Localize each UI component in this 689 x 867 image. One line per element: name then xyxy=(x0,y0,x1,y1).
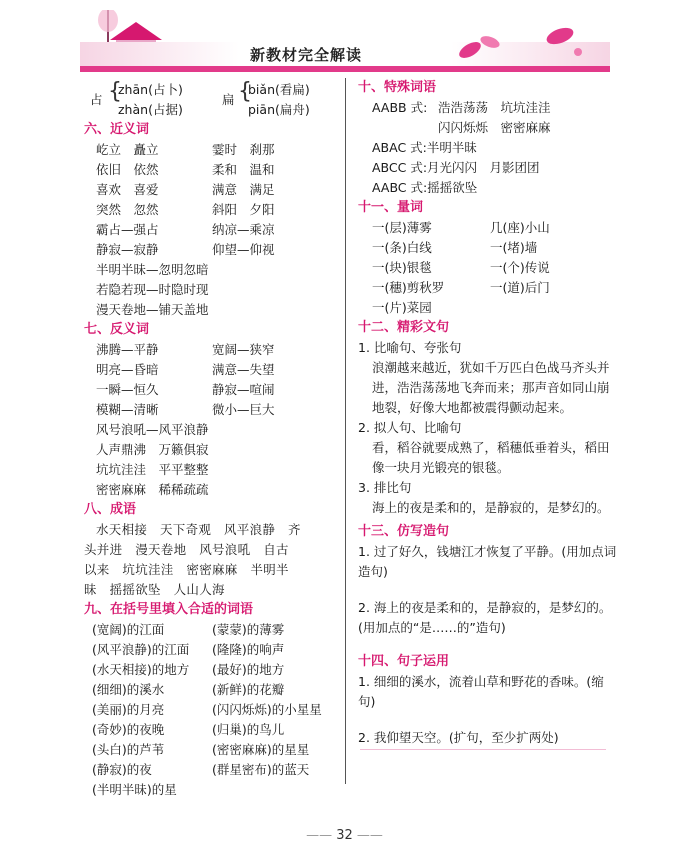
list-item xyxy=(84,240,340,260)
measure-word: 一(穗)剪秋罗 xyxy=(372,280,445,295)
list-item xyxy=(358,218,618,238)
word-pair: 密密麻麻 稀稀疏疏 xyxy=(96,482,209,497)
polyphone-char-1: 占 xyxy=(90,92,103,107)
fill-answer: (奇妙)的夜晚 xyxy=(92,722,165,737)
list-item xyxy=(84,640,340,660)
word-pair: 模糊—清晰 xyxy=(96,402,159,417)
measure-word: 一(层)薄雾 xyxy=(372,220,432,235)
section-heading-antonyms: 七、反义词 xyxy=(84,322,150,337)
fill-answer: (半明半昧)的星 xyxy=(92,782,177,797)
fill-answer: (新鲜)的花瓣 xyxy=(212,682,285,697)
page-number-footer xyxy=(0,828,689,843)
list-item xyxy=(358,158,618,178)
list-item xyxy=(358,138,618,158)
exercise-question: 2. 海上的夜是柔和的，是静寂的，是梦幻的。(用加点的“是……的”造句) xyxy=(358,600,612,635)
fill-answer: (群星密布)的蓝天 xyxy=(212,762,310,777)
fill-answer: (最好)的地方 xyxy=(212,662,285,677)
list-item xyxy=(358,278,618,298)
list-item xyxy=(84,680,340,700)
page-title: 新教材完全解读 xyxy=(250,46,363,64)
polyphone-reading: piān(扁舟) xyxy=(248,102,310,117)
list-item xyxy=(84,760,340,780)
right-column xyxy=(358,78,618,748)
fill-answer: (密密麻麻)的星星 xyxy=(212,742,310,757)
idiom-line xyxy=(84,560,340,580)
measure-word: 一(片)菜园 xyxy=(372,300,432,315)
polyphone-block xyxy=(84,80,340,120)
word-pair: 霎时 刹那 xyxy=(212,142,275,157)
word-pair: 纳凉—乘凉 xyxy=(212,222,275,237)
section-heading-measure: 十一、量词 xyxy=(358,200,424,215)
sentence-title: 3. 排比句 xyxy=(358,480,412,495)
section-heading-synonyms: 六、近义词 xyxy=(84,122,150,137)
sentence-text: 海上的夜是柔和的，是静寂的，是梦幻的。 xyxy=(372,500,610,515)
word-pair: 依旧 依然 xyxy=(96,162,159,177)
list-item xyxy=(358,118,618,138)
word-pair: 满意 满足 xyxy=(212,182,275,197)
list-item xyxy=(84,440,340,460)
polyphone-reading: zhān(占卜) xyxy=(118,82,183,97)
bracket-icon: { xyxy=(238,79,252,104)
page-header xyxy=(0,0,689,78)
fill-answer: (水天相接)的地方 xyxy=(92,662,190,677)
word-pair: 霸占—强占 xyxy=(96,222,159,237)
answer-line xyxy=(360,749,606,750)
leaf-decoration-icon xyxy=(450,18,590,68)
list-item xyxy=(84,420,340,440)
list-item xyxy=(84,340,340,360)
exercise-question: 1. 细细的溪水，流着山草和野花的香味。(缩句) xyxy=(358,674,604,709)
idiom-text: 以来 坑坑洼洼 密密麻麻 半明半 xyxy=(84,562,289,577)
word-pair: 沸腾—平静 xyxy=(96,342,159,357)
list-item xyxy=(358,98,618,118)
list-item xyxy=(84,400,340,420)
list-item xyxy=(358,298,618,318)
word-pair: 人声鼎沸 万籁俱寂 xyxy=(96,442,209,457)
word-pair: 静寂—喧闹 xyxy=(212,382,275,397)
list-item xyxy=(358,258,618,278)
fill-answer: (静寂)的夜 xyxy=(92,762,152,777)
pattern-words: 闪闪烁烁 密密麻麻 xyxy=(438,120,551,135)
fill-answer: (隆隆)的响声 xyxy=(212,642,285,657)
idiom-line xyxy=(84,520,340,540)
sentence-title: 1. 比喻句、夸张句 xyxy=(358,340,462,355)
word-pair: 突然 忽然 xyxy=(96,202,159,217)
fill-answer: (头白)的芦苇 xyxy=(92,742,165,757)
fill-answer: (宽阔)的江面 xyxy=(92,622,165,637)
section-heading-sentences: 十二、精彩文句 xyxy=(358,320,450,335)
measure-word: 一(个)传说 xyxy=(490,260,550,275)
fill-answer: (风平浪静)的江面 xyxy=(92,642,190,657)
exercise-question: 1. 过了好久，钱塘江才恢复了平静。(用加点词造句) xyxy=(358,544,617,579)
list-item xyxy=(84,740,340,760)
pattern-words: ABCC 式:月光闪闪 月影团团 xyxy=(372,160,540,175)
polyphone-reading: biǎn(看扁) xyxy=(248,82,310,97)
section-heading-special: 十、特殊词语 xyxy=(358,80,437,95)
fill-answer: (归巢)的鸟儿 xyxy=(212,722,285,737)
page-number: 32 xyxy=(336,828,353,843)
word-pair: 漫天卷地—铺天盖地 xyxy=(96,302,209,317)
word-pair: 明亮—昏暗 xyxy=(96,362,159,377)
list-item xyxy=(84,380,340,400)
list-item xyxy=(84,480,340,500)
bracket-icon: { xyxy=(108,79,122,104)
idiom-line xyxy=(84,540,340,560)
fill-answer: (美丽)的月亮 xyxy=(92,702,165,717)
word-pair: 风号浪吼—风平浪静 xyxy=(96,422,209,437)
list-item xyxy=(84,180,340,200)
list-item xyxy=(84,700,340,720)
pattern-words: ABAC 式:半明半昧 xyxy=(372,140,477,155)
word-pair: 柔和 温和 xyxy=(212,162,275,177)
fill-answer: (蒙蒙)的薄雾 xyxy=(212,622,285,637)
idiom-text: 水天相接 天下奇观 风平浪静 齐 xyxy=(96,522,301,537)
word-pair: 仰望—仰视 xyxy=(212,242,275,257)
section-heading-idioms: 八、成语 xyxy=(84,502,137,517)
idiom-text: 头并进 漫天卷地 风号浪吼 自古 xyxy=(84,542,289,557)
list-item xyxy=(84,660,340,680)
exercise-question: 2. 我仰望天空。(扩句，至少扩两处) xyxy=(358,730,559,745)
word-pair: 满意—失望 xyxy=(212,362,275,377)
section-heading-fill: 九、在括号里填入合适的词语 xyxy=(84,602,254,617)
list-item xyxy=(84,720,340,740)
idiom-text: 昧 摇摇欲坠 人山人海 xyxy=(84,582,225,597)
measure-word: 一(堵)墙 xyxy=(490,240,538,255)
fill-answer: (细细)的溪水 xyxy=(92,682,165,697)
dash-decoration: —— xyxy=(306,828,337,843)
idiom-line xyxy=(84,580,340,600)
list-item xyxy=(358,238,618,258)
pattern-words: AABC 式:摇摇欲坠 xyxy=(372,180,478,195)
word-pair: 微小—巨大 xyxy=(212,402,275,417)
word-pair: 一瞬—恒久 xyxy=(96,382,159,397)
section-heading-usage: 十四、句子运用 xyxy=(358,654,450,669)
measure-word: 一(道)后门 xyxy=(490,280,550,295)
list-item xyxy=(84,280,340,300)
polyphone-reading: zhàn(占据) xyxy=(118,102,183,117)
word-pair: 喜欢 喜爱 xyxy=(96,182,159,197)
fill-answer: (闪闪烁烁)的小星星 xyxy=(212,702,322,717)
list-item xyxy=(84,780,340,800)
list-item xyxy=(84,140,340,160)
measure-word: 一(条)白线 xyxy=(372,240,432,255)
word-pair: 半明半昧—忽明忽暗 xyxy=(96,262,209,277)
header-underline xyxy=(80,66,610,72)
list-item xyxy=(84,260,340,280)
polyphone-char-2: 扁 xyxy=(222,92,235,107)
word-pair: 屹立 矗立 xyxy=(96,142,159,157)
word-pair: 若隐若现—时隐时现 xyxy=(96,282,209,297)
sentence-title: 2. 拟人句、比喻句 xyxy=(358,420,462,435)
sentence-text: 浪潮越来越近，犹如千万匹白色战马齐头并进，浩浩荡荡地飞奔而来；那声音如同山崩地裂，好像大地都被震得颤动起来。 xyxy=(372,360,610,415)
word-pair: 宽阔—狭窄 xyxy=(212,342,275,357)
list-item xyxy=(84,220,340,240)
pattern-words: 浩浩荡荡 坑坑洼洼 xyxy=(438,100,551,115)
list-item xyxy=(358,178,618,198)
section-heading-imitate: 十三、仿写造句 xyxy=(358,524,450,539)
pattern-label: AABB 式: xyxy=(372,100,428,115)
list-item xyxy=(84,620,340,640)
measure-word: 一(块)银毯 xyxy=(372,260,432,275)
sentence-text: 看，稻谷就要成熟了，稻穗低垂着头，稻田像一块月光锻亮的银毯。 xyxy=(372,440,610,475)
word-pair: 斜阳 夕阳 xyxy=(212,202,275,217)
column-divider xyxy=(345,78,346,784)
word-pair: 坑坑洼洼 平平整整 xyxy=(96,462,209,477)
list-item xyxy=(84,360,340,380)
list-item xyxy=(84,300,340,320)
word-pair: 静寂—寂静 xyxy=(96,242,159,257)
list-item xyxy=(84,460,340,480)
left-column xyxy=(84,80,340,800)
measure-word: 几(座)小山 xyxy=(490,220,550,235)
dash-decoration: —— xyxy=(352,828,383,843)
list-item xyxy=(84,200,340,220)
list-item xyxy=(84,160,340,180)
